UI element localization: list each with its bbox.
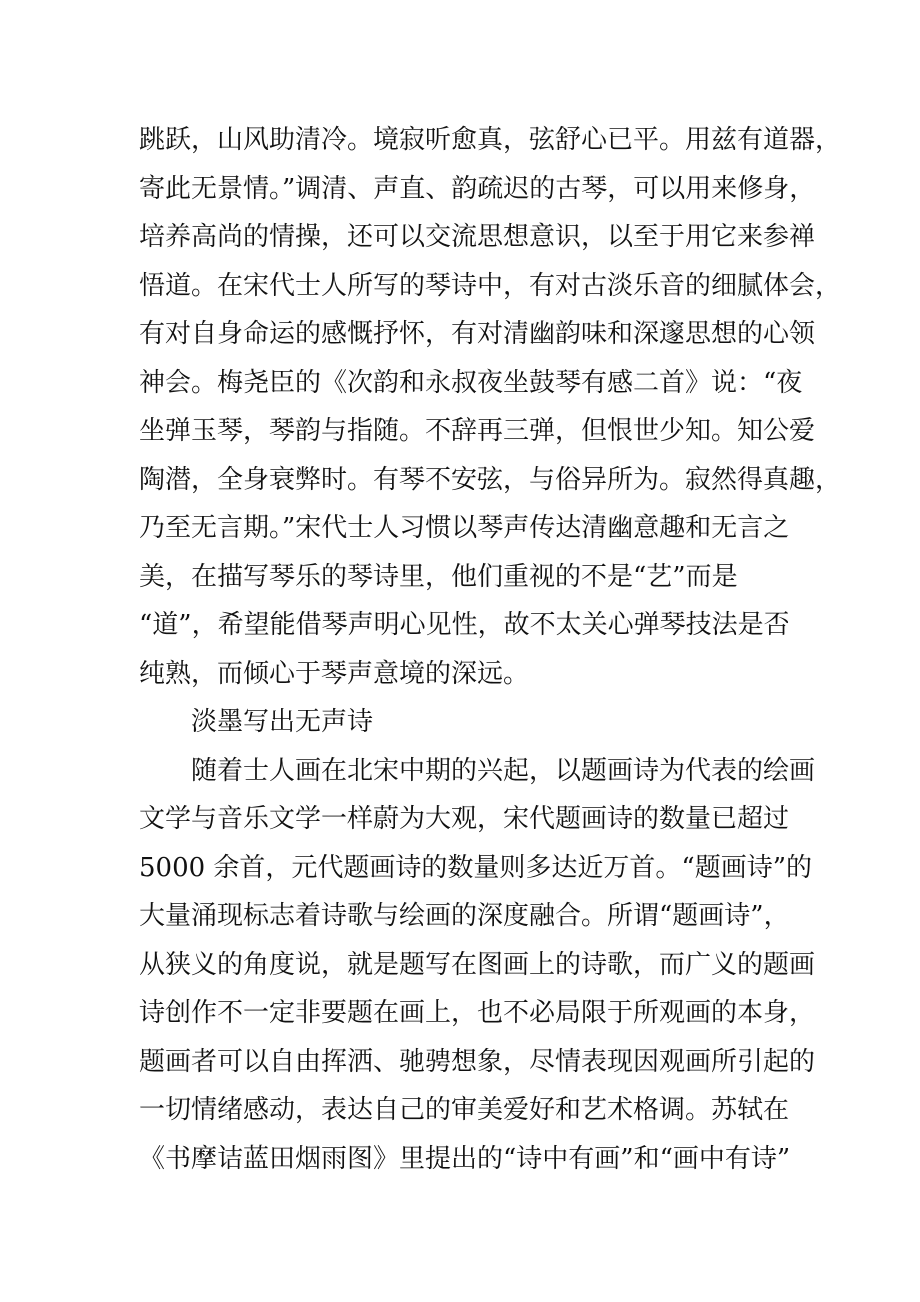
body-line: 悟道。在宋代士人所写的琴诗中，有对古淡乐音的细腻体会， [139,270,842,301]
body-line: 诗创作不一定非要题在画上，也不必局限于所观画的本身， [139,998,816,1028]
body-line: 从狭义的角度说，就是题写在图画上的诗歌，而广义的题画 [139,949,816,980]
body-line: 文学与音乐文学一样蔚为大观，宋代题画诗的数量已超过 [139,804,790,834]
body-line: 随着士人画在北宋中期的兴起，以题画诗为代表的绘画 [191,755,816,786]
body-line: 神会。梅尧臣的《次韵和永叔夜坐鼓琴有感二首》说：“夜 [139,367,803,398]
body-line: 纯熟，而倾心于琴声意境的深远。 [139,658,530,689]
body-line: 5000 余首，元代题画诗的数量则多达近万首。“题画诗”的 [139,852,813,883]
article-body [139,116,842,1183]
body-line: 寄此无景情。”调清、声直、韵疏迟的古琴，可以用来修身， [139,173,816,204]
body-line: 大量涌现标志着诗歌与绘画的深度融合。所谓“题画诗”， [139,901,790,931]
body-line: 《书摩诘蓝田烟雨图》里提出的“诗中有画”和“画中有诗” [139,1143,791,1174]
section-heading: 淡墨写出无声诗 [191,707,374,737]
body-line: 题画者可以自由挥洒、驰骋想象，尽情表现因观画所引起的 [139,1046,816,1077]
body-line: 陶潜，全身衰弊时。有琴不安弦，与俗异所为。寂然得真趣， [139,464,842,495]
body-line: 培养高尚的情操，还可以交流思想意识，以至于用它来参禅 [139,222,816,252]
body-line: 坐弹玉琴，琴韵与指随。不辞再三弹，但恨世少知。知公爱 [139,416,816,446]
body-line: 有对自身命运的感慨抒怀，有对清幽韵味和深邃思想的心领 [139,319,816,349]
body-line: 美，在描写琴乐的琴诗里，他们重视的不是“艺”而是 [139,561,738,592]
body-line: “道”，希望能借琴声明心见性，故不太关心弹琴技法是否 [139,610,790,640]
body-line: 跳跃，山风助清冷。境寂听愈真，弦舒心已平。用兹有道器， [139,125,842,155]
body-line: 一切情绪感动，表达自己的审美爱好和艺术格调。苏轼在 [139,1095,790,1125]
body-line: 乃至无言期。”宋代士人习惯以琴声传达清幽意趣和无言之 [139,513,790,543]
